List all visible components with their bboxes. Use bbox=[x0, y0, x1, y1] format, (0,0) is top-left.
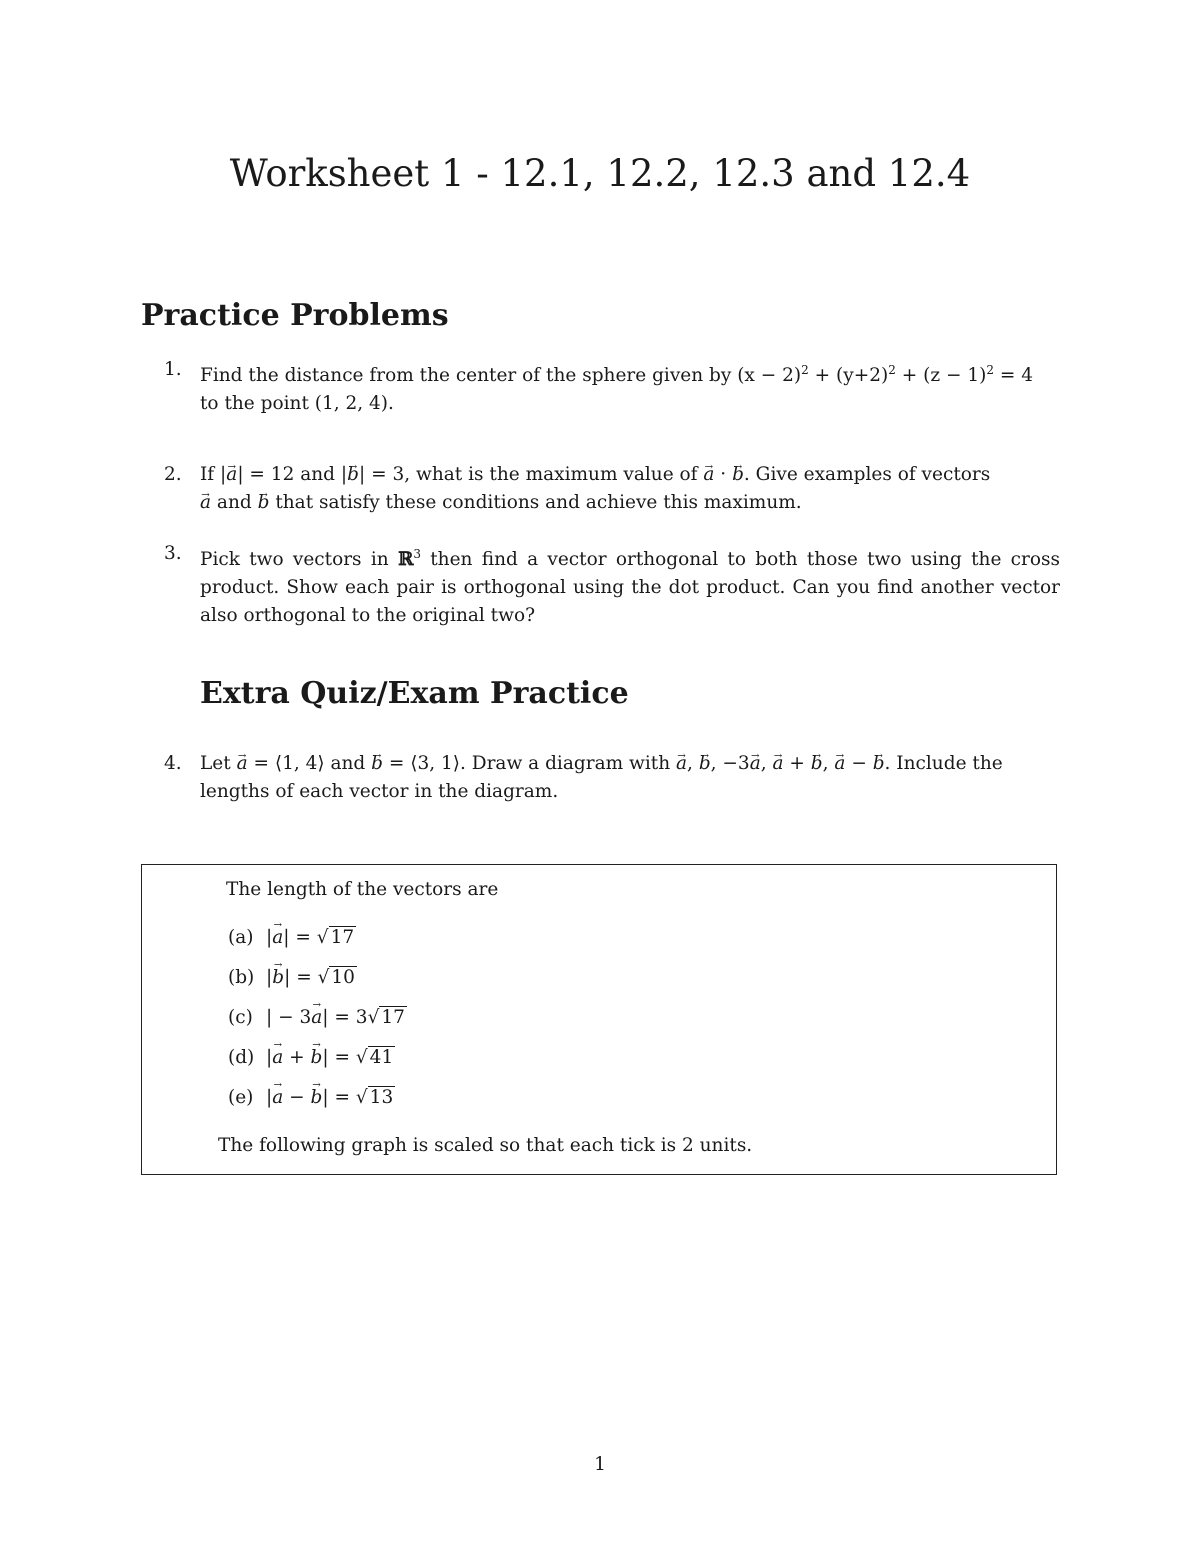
answer-box bbox=[141, 864, 1057, 1175]
problem-4 bbox=[164, 750, 1060, 806]
vector-b: → b bbox=[347, 461, 359, 489]
vector-b: → b bbox=[371, 750, 383, 778]
sqrt-symbol: √ 13 bbox=[355, 1087, 394, 1108]
sqrt-symbol: √ 17 bbox=[316, 927, 355, 948]
problem-text: Pick two vectors in ℝ$^3$ then find a vector orthogonal to both those two using the cross product. Show each pair is orthogonal using the dot product. Can you find another vector also orthogonal to the original two? bbox=[200, 547, 1060, 627]
vector-a: → a bbox=[226, 461, 237, 489]
answer-item-c: (c) | − 3→ a| = 3√ 17 bbox=[228, 1007, 407, 1028]
sqrt-symbol: √ 41 bbox=[355, 1047, 394, 1068]
vector-a: → a bbox=[703, 461, 714, 489]
sqrt-symbol: √ 17 bbox=[367, 1007, 405, 1028]
answer-intro: The length of the vectors are bbox=[226, 879, 499, 900]
page-number: 1 bbox=[594, 1454, 606, 1475]
answer-item-d: (d) |→ a + → b| = √ 41 bbox=[228, 1047, 395, 1068]
problem-3 bbox=[164, 540, 1060, 630]
vector-b: → b bbox=[699, 750, 711, 778]
problem-text: to the point (1, 2, 4). bbox=[200, 393, 394, 415]
section-heading-practice: Practice Problems bbox=[141, 298, 449, 333]
vector-b: → b bbox=[811, 750, 823, 778]
vector-a: → a bbox=[750, 750, 761, 778]
problem-text: Find the distance from the center of the sphere given by $(x - 2)^2 + (y+2)^2 + (z - 1)^2 = 4$ bbox=[200, 363, 1034, 387]
sqrt-symbol: √ 10 bbox=[317, 967, 355, 988]
problem-number: 3. bbox=[164, 543, 182, 564]
vector-a: → a bbox=[237, 750, 248, 778]
problem-number: 1. bbox=[164, 359, 182, 380]
vector-a: → a bbox=[676, 750, 687, 778]
problem-number: 4. bbox=[164, 753, 182, 774]
answer-footer: The following graph is scaled so that each tick is 2 units. bbox=[218, 1135, 753, 1156]
answer-item-e: (e) |→ a − → b| = √ 13 bbox=[228, 1087, 395, 1108]
vector-a: → a bbox=[200, 489, 211, 517]
section-heading-extra: Extra Quiz/Exam Practice bbox=[200, 676, 629, 711]
answer-item-a: (a) |→ a| = √ 17 bbox=[228, 927, 356, 948]
vector-a: → a bbox=[773, 750, 784, 778]
problem-1 bbox=[164, 356, 1060, 418]
vector-b: → b bbox=[258, 489, 270, 517]
problem-text: If |→ a| = 12 and |→ b| = 3, what is the maximum value of → a · → b. Give examples of vectors → a and → b that satisfy these conditions and achieve this maximum. bbox=[200, 461, 1060, 517]
problem-text: Let → a = ⟨1, 4⟩ and → b = ⟨3, 1⟩. Draw a diagram with → a, → b, −3→ a, → a + → b, → a − → b. Include the lengths of each vector in the diagram. bbox=[200, 750, 1060, 806]
problem-number: 2. bbox=[164, 464, 182, 485]
vector-b: → b bbox=[873, 750, 885, 778]
worksheet-title: Worksheet 1 - 12.1, 12.2, 12.3 and 12.4 bbox=[229, 152, 971, 195]
vector-b: → b bbox=[732, 461, 744, 489]
vector-a: → a bbox=[834, 750, 845, 778]
answer-item-b: (b) |→ b| = √ 10 bbox=[228, 967, 357, 988]
problem-2 bbox=[164, 461, 1060, 517]
